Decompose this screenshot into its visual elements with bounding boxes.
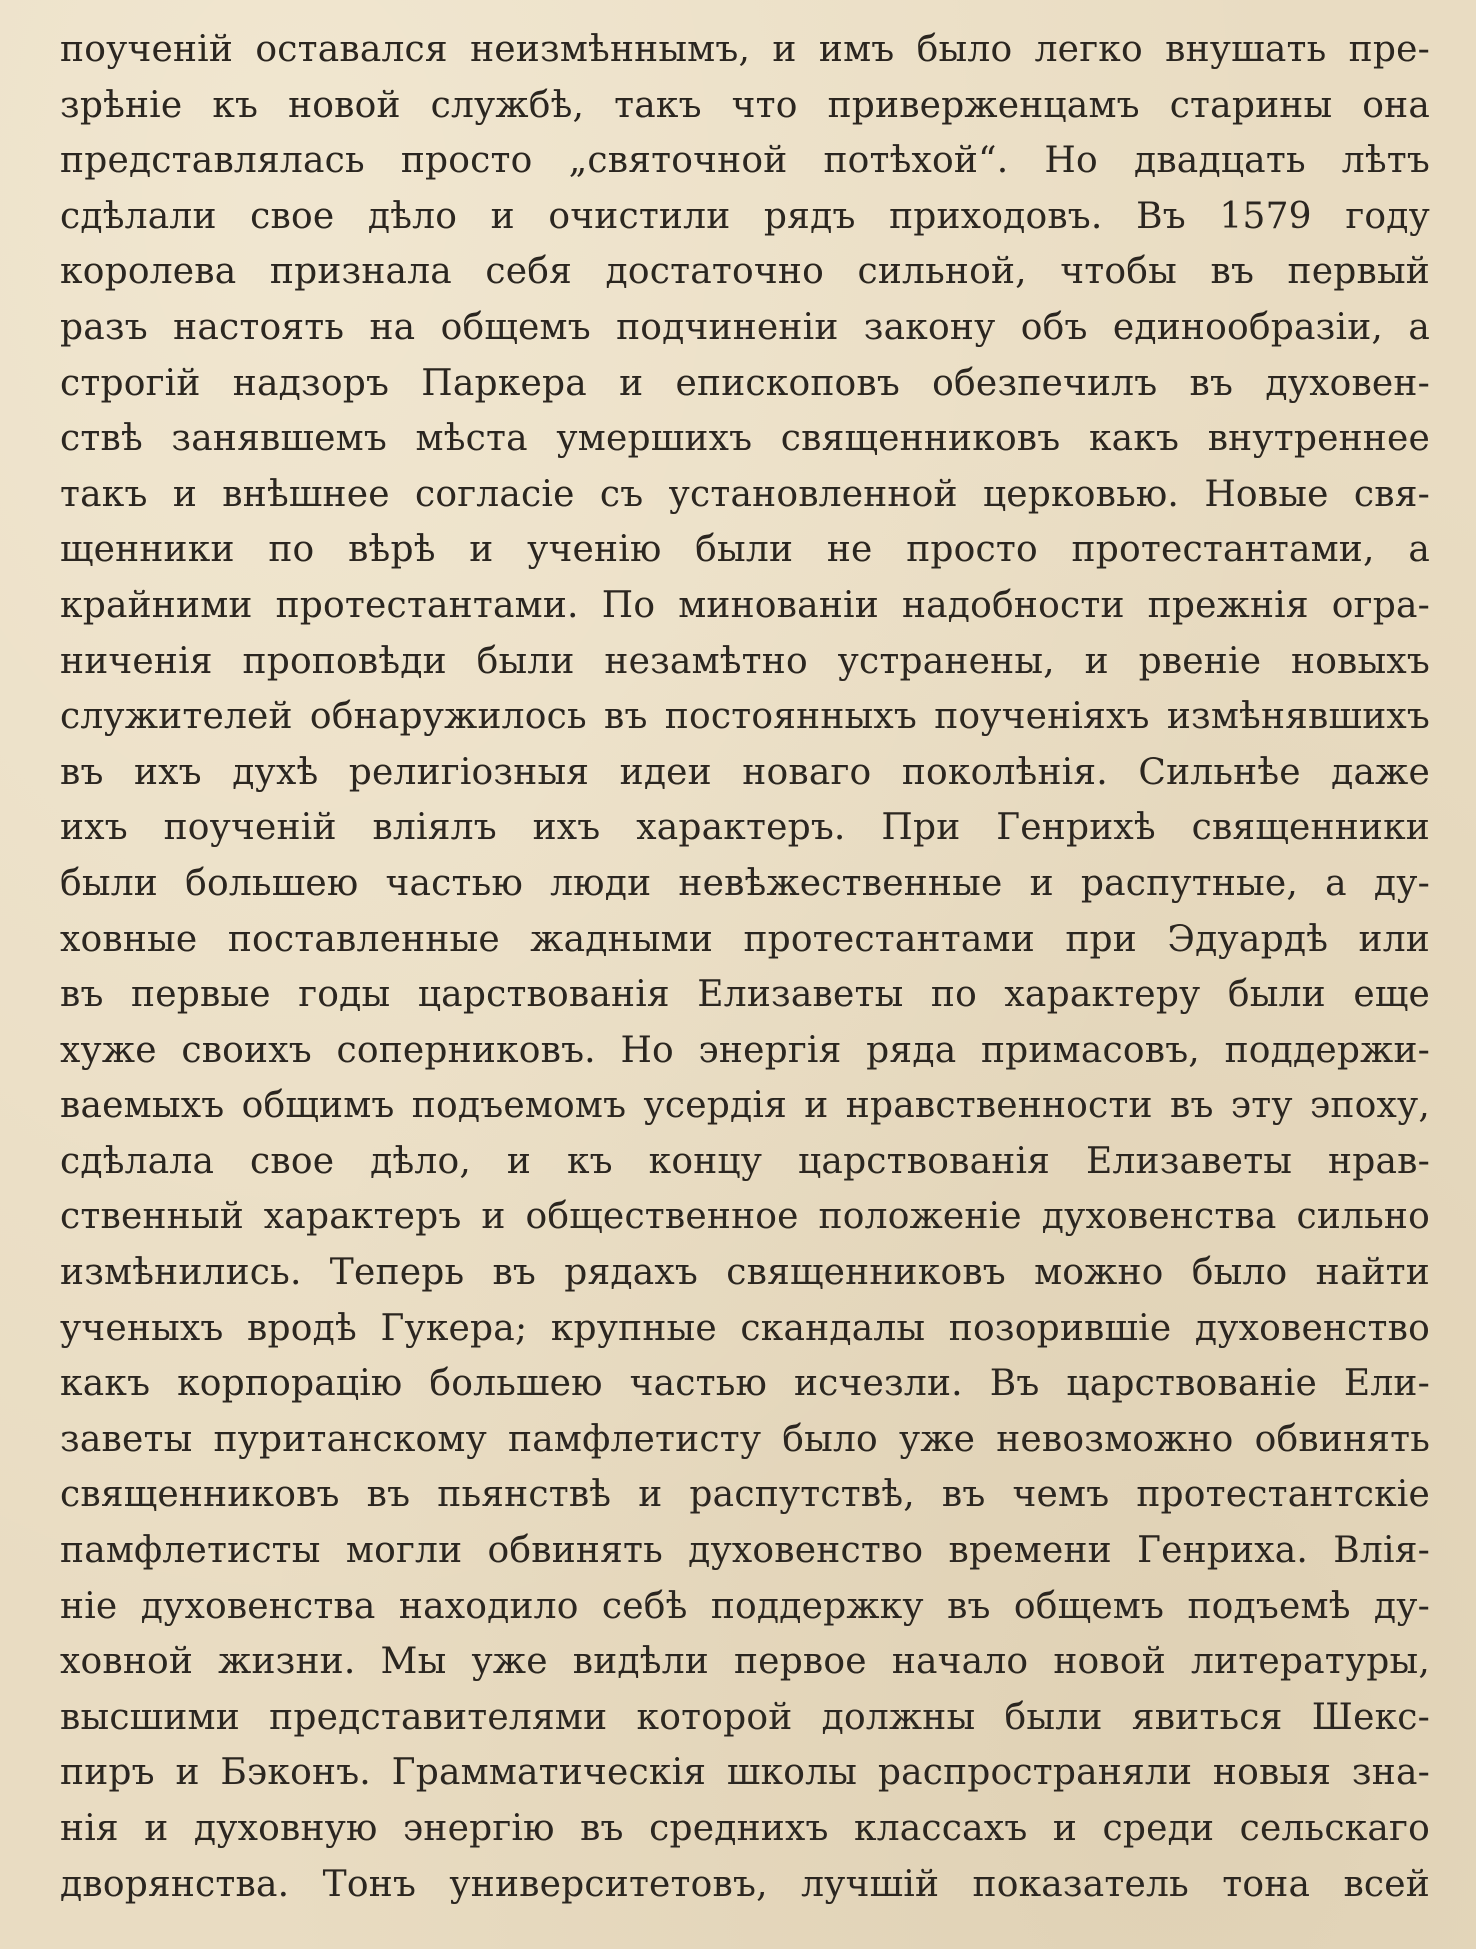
text-line-6: разъ настоять на общемъ подчиненіи закону объ единообразіи, а <box>60 306 1430 348</box>
text-line-12: ниченія проповѣди были незамѣтно устранены, и рвеніе новыхъ <box>60 640 1430 682</box>
text-line-26: заветы пуританскому памфлетисту было уже невозможно обвинять <box>60 1418 1430 1460</box>
text-line-28: памфлетисты могли обвинять духовенство времени Генриха. Влія- <box>60 1530 1430 1572</box>
text-line-17: ховные поставленные жадными протестантами при Эдуардѣ или <box>60 918 1430 960</box>
text-line-8: ствѣ занявшемъ мѣста умершихъ священниковъ какъ внутреннее <box>60 418 1430 460</box>
text-line-18: въ первые годы царствованія Елизаветы по характеру были еще <box>60 974 1430 1016</box>
text-line-29: ніе духовенства находило себѣ поддержку въ общемъ подъемѣ ду- <box>60 1585 1430 1627</box>
text-line-19: хуже своихъ соперниковъ. Но энергія ряда примасовъ, поддержи- <box>60 1029 1430 1071</box>
text-line-34: дворянства. Тонъ университетовъ, лучшій показатель тона всей <box>60 1863 1430 1905</box>
text-line-4: сдѣлали свое дѣло и очистили рядъ приходовъ. Въ 1579 году <box>60 195 1430 237</box>
text-line-21: сдѣлала свое дѣло, и къ концу царствованія Елизаветы нрав- <box>60 1140 1430 1182</box>
text-line-30: ховной жизни. Мы уже видѣли первое начало новой литературы, <box>60 1641 1430 1683</box>
text-line-5: королева признала себя достаточно сильной, чтобы въ первый <box>60 251 1430 293</box>
text-line-16: были большею частью люди невѣжественные и распутные, а ду- <box>60 862 1430 904</box>
text-line-25: какъ корпорацію большею частью исчезли. Въ царствованіе Ели- <box>60 1363 1430 1405</box>
text-line-15: ихъ поученій вліялъ ихъ характеръ. При Генрихѣ священники <box>60 807 1430 849</box>
text-line-33: нія и духовную энергію въ среднихъ классахъ и среди сельскаго <box>60 1808 1430 1849</box>
text-line-27: священниковъ въ пьянствѣ и распутствѣ, въ чемъ протестантскіе <box>60 1474 1430 1516</box>
text-line-1: поученій оставался неизмѣннымъ, и имъ было легко внушать пре- <box>60 29 1430 70</box>
text-line-23: измѣнились. Теперь въ рядахъ священниковъ можно было найти <box>60 1252 1430 1294</box>
text-line-31: высшими представителями которой должны были явиться Шекс- <box>60 1696 1430 1738</box>
text-line-14: въ ихъ духѣ религіозныя идеи новаго поколѣнія. Сильнѣе даже <box>60 751 1430 793</box>
text-line-22: ственный характеръ и общественное положеніе духовенства сильно <box>60 1196 1430 1238</box>
text-line-3: представлялась просто „святочной потѣхой“. Но двадцать лѣтъ <box>60 140 1430 182</box>
text-line-20: ваемыхъ общимъ подъемомъ усердія и нравственности въ эту эпоху, <box>60 1085 1430 1127</box>
text-line-11: крайними протестантами. По минованіи надобности прежнія огра- <box>60 584 1430 626</box>
text-line-10: щенники по вѣрѣ и ученію были не просто протестантами, а <box>60 529 1430 571</box>
page-text-block <box>60 22 1430 1912</box>
text-line-9: такъ и внѣшнее согласіе съ установленной церковью. Новые свя- <box>60 473 1430 515</box>
text-line-7: строгій надзоръ Паркера и епископовъ обезпечилъ въ духовен- <box>60 362 1430 404</box>
text-line-24: ученыхъ вродѣ Гукера; крупные скандалы позорившіе духовенство <box>60 1307 1430 1349</box>
text-line-32: пиръ и Бэконъ. Грамматическія школы распространяли новыя зна- <box>60 1752 1430 1794</box>
text-line-13: служителей обнаружилось въ постоянныхъ поученіяхъ измѣнявшихъ <box>60 696 1430 738</box>
text-line-2: зрѣніе къ новой службѣ, такъ что приверженцамъ старины она <box>60 84 1430 126</box>
